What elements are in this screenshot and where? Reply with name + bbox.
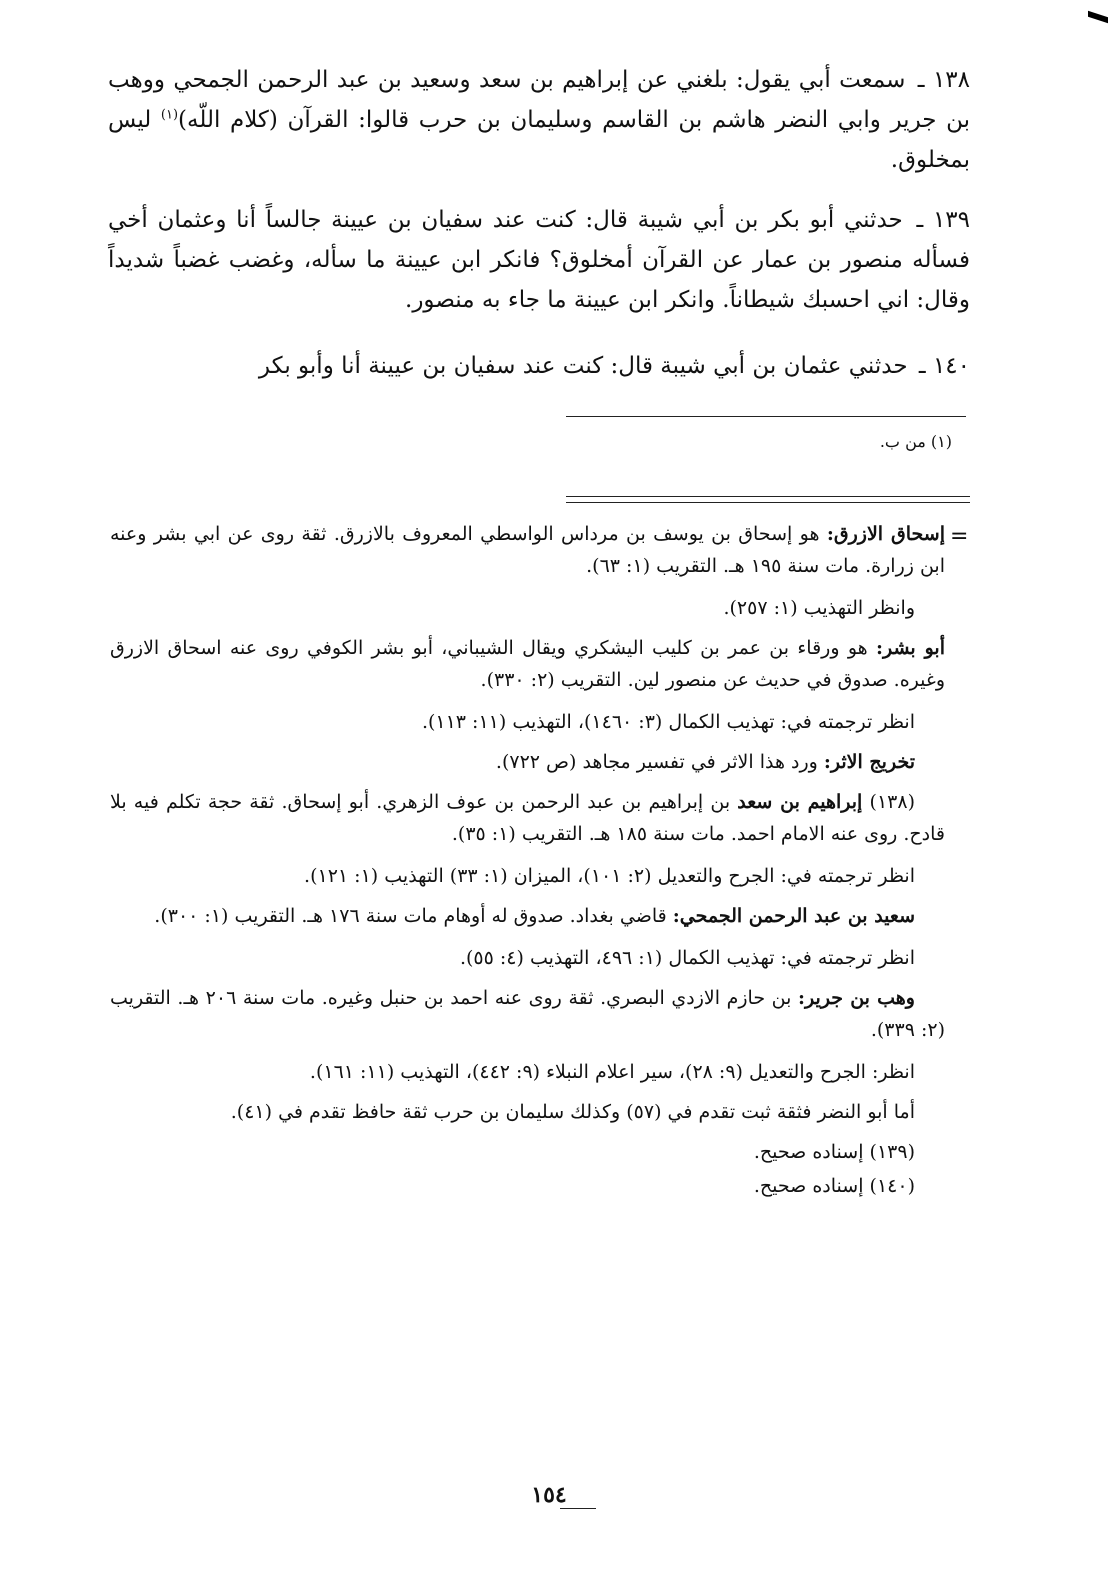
commentary-notes	[110, 518, 945, 1204]
note-reference: انظر ترجمته في: تهذيب الكمال (١: ٤٩٦، التهذيب (٤: ٥٥).	[459, 947, 915, 969]
paragraph-138	[108, 60, 970, 180]
note-text: قاضي بغداد. صدوق له أوهام مات سنة ١٧٦ هـ. التقريب (١: ٣٠٠).	[154, 905, 673, 927]
footnote-reference: (١)	[160, 107, 179, 123]
page-number-underline	[560, 1508, 596, 1509]
paragraph-number: ١٣٩ ـ	[916, 207, 970, 233]
note-reference: انظر: الجرح والتعديل (٩: ٢٨)، سير اعلام النبلاء (٩: ٤٤٢)، التهذيب (١١: ١٦١).	[309, 1061, 915, 1083]
note-text: ورد هذا الاثر في تفسير مجاهد (ص ٧٢٢).	[495, 751, 824, 773]
note-name: وهب بن جرير:	[798, 987, 915, 1009]
note-takhrij	[110, 746, 945, 778]
paragraph-text: حدثني أبو بكر بن أبي شيبة قال: كنت عند سفيان بن عيينة جالساً أنا وعثمان أخي فسأله منصور بن عمار عن القرآن أمخلوق؟ فانكر ابن عيينة ما سأله، وغضب غضباً شديداً وقال: اني احسبك شيطاناً. وانكر ابن عيينة ما جاء به منصور.	[108, 207, 970, 313]
note-said-aljumahi	[110, 900, 945, 932]
page-number: ١٥٤	[531, 1482, 567, 1508]
note-abu-alnadr: أما أبو النضر فثقة ثبت تقدم في (٥٧) وكذلك سليمان بن حرب ثقة حافظ تقدم في (٤١).	[230, 1101, 915, 1123]
note-number: (١٤٠)	[869, 1175, 915, 1197]
paragraph-number: ١٤٠ ـ	[918, 353, 970, 379]
paragraph-140	[108, 346, 970, 386]
note-text: إسناده صحيح.	[753, 1175, 870, 1197]
note-name: إبراهيم بن سعد	[737, 791, 863, 813]
note-number: (١٣٩)	[869, 1141, 915, 1163]
footnote: (١) من ب.	[879, 432, 952, 451]
commentary-divider	[566, 496, 970, 503]
note-text: هو إسحاق بن يوسف بن مرداس الواسطي المعروف بالازرق. ثقة روى عن ابي بشر وعنه ابن زرارة. مات سنة ١٩٥ هـ. التقريب (١: ٦٣).	[110, 523, 945, 577]
paragraph-text: سمعت أبي يقول: بلغني عن إبراهيم بن سعد وسعيد بن عبد الرحمن الجمحي ووهب بن جرير وابي النضر هاشم بن القاسم وسليمان بن حرب قالوا: القرآن (كلام اللّه)	[108, 67, 970, 133]
corner-mark	[1088, 11, 1108, 23]
note-140	[110, 1170, 945, 1202]
note-ishaq-alazraq	[110, 518, 945, 582]
note-number: (١٣٨)	[869, 791, 915, 813]
note-name: سعيد بن عبد الرحمن الجمحي:	[672, 905, 915, 927]
note-text: بن إبراهيم بن عبد الرحمن بن عوف الزهري. أبو إسحاق. ثقة حجة تكلم فيه بلا قادح. روى عنه الامام احمد. مات سنة ١٨٥ هـ. التقريب (١: ٣٥).	[110, 791, 945, 845]
note-text: بن حازم الازدي البصري. ثقة روى عنه احمد بن حنبل وغيره. مات سنة ٢٠٦ هـ. التقريب (٢: ٣٣٩).	[110, 987, 945, 1041]
note-139	[110, 1136, 945, 1168]
note-text: هو ورقاء بن عمر بن كليب اليشكري ويقال الشيباني، أبو بشر الكوفي روى عنه اسحاق الازرق وغيره. صدوق في حديث عن منصور لين. التقريب (٢: ٣٣٠).	[110, 637, 945, 691]
note-reference: انظر ترجمته في: تهذيب الكمال (٣: ١٤٦٠)، التهذيب (١١: ١١٣).	[421, 711, 915, 733]
note-abu-bishr	[110, 632, 945, 696]
note-reference: انظر ترجمته في: الجرح والتعديل (٢: ١٠١)، الميزان (١: ٣٣) التهذيب (١: ١٢١).	[304, 865, 915, 887]
paragraph-text: حدثني عثمان بن أبي شيبة قال: كنت عند سفيان بن عيينة أنا وأبو بكر	[258, 353, 908, 379]
note-wahb	[110, 982, 945, 1046]
note-name: أبو بشر:	[875, 637, 945, 659]
note-text: إسناده صحيح.	[753, 1141, 870, 1163]
note-name: إسحاق الازرق:	[826, 523, 945, 545]
paragraph-number: ١٣٨ ـ	[917, 67, 970, 93]
note-reference: وانظر التهذيب (١: ٢٥٧).	[723, 597, 915, 619]
paragraph-text-end: ليس بمخلوق.	[108, 107, 970, 173]
footnote-divider	[566, 416, 966, 417]
note-name: تخريج الاثر:	[823, 751, 915, 773]
continuation-mark: =	[950, 524, 969, 549]
note-138	[110, 786, 945, 850]
paragraph-139	[108, 200, 970, 320]
